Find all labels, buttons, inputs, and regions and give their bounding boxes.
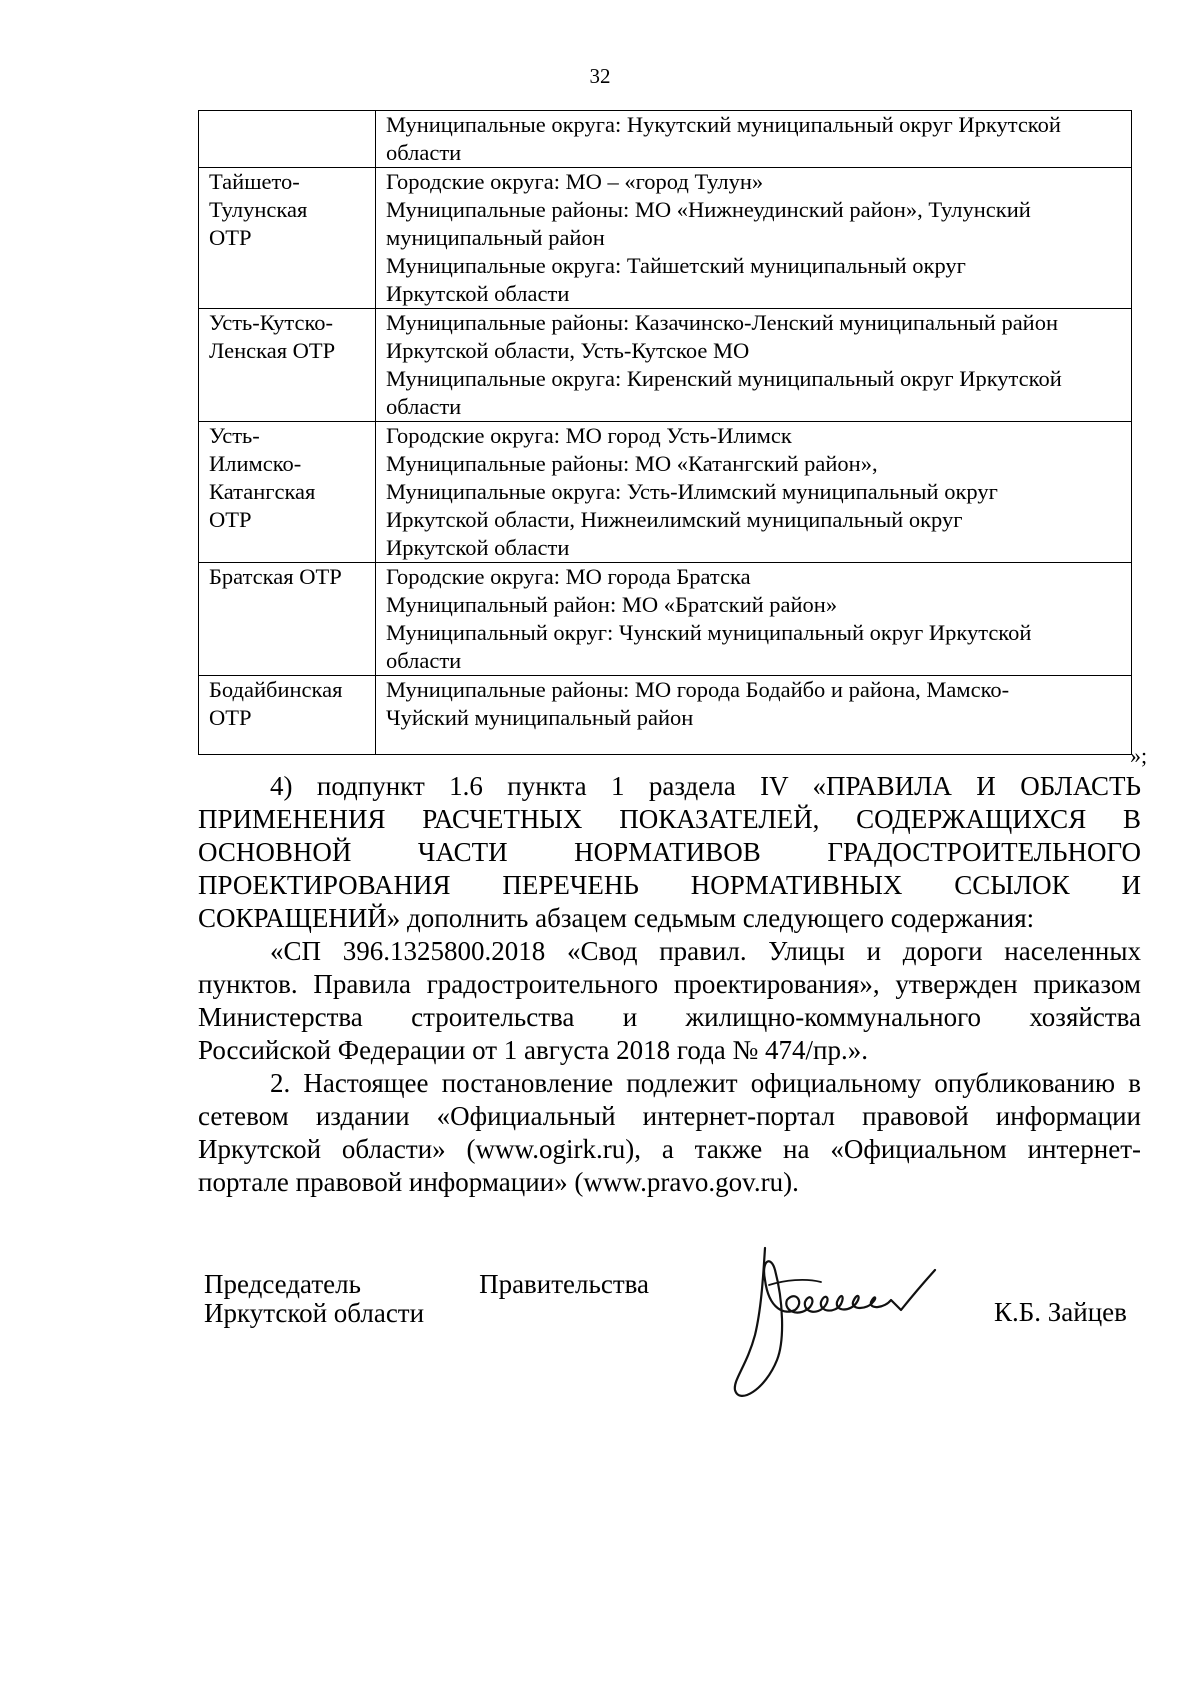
- otr-table: [198, 110, 1132, 755]
- otr-name-line: Братская ОТР: [209, 564, 342, 589]
- otr-name-line: Тайшето-: [209, 169, 300, 194]
- otr-content-line: Иркутской области: [386, 535, 570, 560]
- page-number: 32: [589, 64, 611, 88]
- position-word-1: Председатель: [204, 1269, 361, 1299]
- table-row: [199, 563, 1132, 676]
- otr-content-line: области: [386, 648, 462, 673]
- otr-name-line: Илимско-: [209, 451, 302, 476]
- otr-content-line: Городские округа: МО города Братска: [386, 564, 751, 589]
- paragraph-line: ПРОЕКТИРОВАНИЯ ПЕРЕЧЕНЬ НОРМАТИВНЫХ ССЫЛОК И: [198, 870, 1141, 900]
- otr-content-cell: [376, 111, 1132, 168]
- paragraph-line: Иркутской области» (www.ogirk.ru), а также на «Официальном интернет-: [198, 1134, 1141, 1164]
- paragraph-line: портале правовой информации» (www.pravo.gov.ru).: [198, 1167, 799, 1197]
- paragraph: [198, 770, 1141, 935]
- position-region: Иркутской области: [204, 1298, 425, 1328]
- paragraph-line: Российской Федерации от 1 августа 2018 года № 474/пр.».: [198, 1035, 868, 1065]
- table-row: [199, 676, 1132, 755]
- otr-content-line: Муниципальные округа: Усть-Илимский муниципальный округ: [386, 479, 998, 504]
- paragraph-line: Министерства строительства и жилищно-коммунального хозяйства: [198, 1002, 1141, 1032]
- position-word-2: Правительства: [479, 1269, 649, 1299]
- paragraph-line: ОСНОВНОЙ ЧАСТИ НОРМАТИВОВ ГРАДОСТРОИТЕЛЬНОГО: [198, 837, 1141, 867]
- otr-name-cell: [199, 309, 376, 422]
- otr-content-line: области: [386, 140, 462, 165]
- document-body: [198, 770, 1141, 1199]
- otr-name-cell: [199, 168, 376, 309]
- handwritten-signature: [725, 1240, 975, 1410]
- table-closing-mark: »;: [1130, 743, 1148, 768]
- otr-content-cell: [376, 168, 1132, 309]
- otr-content-cell: [376, 309, 1132, 422]
- otr-name-line: ОТР: [209, 225, 252, 250]
- otr-content-line: Муниципальные округа: Киренский муниципальный округ Иркутской: [386, 366, 1062, 391]
- paragraph-line: 4) подпункт 1.6 пункта 1 раздела IV «ПРАВИЛА И ОБЛАСТЬ: [270, 771, 1141, 801]
- otr-name-line: Бодайбинская: [209, 677, 343, 702]
- paragraph-line: «СП 396.1325800.2018 «Свод правил. Улицы и дороги населенных: [270, 936, 1141, 966]
- table-row: [199, 309, 1132, 422]
- paragraph-line: 2. Настоящее постановление подлежит официальному опубликованию в: [270, 1068, 1141, 1098]
- otr-content-line: Муниципальные районы: Казачинско-Ленский муниципальный район: [386, 310, 1059, 335]
- paragraph-line: пунктов. Правила градостроительного проектирования», утвержден приказом: [198, 969, 1141, 999]
- otr-name-line: Тулунская: [209, 197, 308, 222]
- paragraph-line: СОКРАЩЕНИЙ» дополнить абзацем седьмым следующего содержания:: [198, 903, 1035, 933]
- otr-content-line: Городские округа: МО город Усть-Илимск: [386, 423, 792, 448]
- otr-content-cell: [376, 563, 1132, 676]
- otr-content-line: Муниципальный район: МО «Братский район»: [386, 592, 838, 617]
- otr-name-cell: [199, 111, 376, 168]
- paragraph: [198, 1067, 1141, 1199]
- otr-name-line: Усть-Кутско-: [209, 310, 333, 335]
- otr-name-line: Ленская ОТР: [209, 338, 336, 363]
- otr-content-line: Муниципальные округа: Тайшетский муниципальный округ: [386, 253, 966, 278]
- otr-content-line: Муниципальные районы: МО «Катангский район»,: [386, 451, 878, 476]
- table-row: [199, 168, 1132, 309]
- table-row: [199, 111, 1132, 168]
- otr-name-cell: [199, 563, 376, 676]
- otr-content-line: Иркутской области: [386, 281, 570, 306]
- otr-name-line: ОТР: [209, 507, 252, 532]
- otr-content-line: области: [386, 394, 462, 419]
- paragraph-line: ПРИМЕНЕНИЯ РАСЧЕТНЫХ ПОКАЗАТЕЛЕЙ, СОДЕРЖАЩИХСЯ В: [198, 804, 1141, 834]
- otr-content-line: Иркутской области, Усть-Кутское МО: [386, 338, 750, 363]
- otr-content-line: Иркутской области, Нижнеилимский муниципальный округ: [386, 507, 963, 532]
- otr-name-line: Усть-: [209, 423, 260, 448]
- paragraph: [198, 935, 1141, 1067]
- otr-name-line: Катангская: [209, 479, 316, 504]
- otr-content-line: муниципальный район: [386, 225, 605, 250]
- signatory-position: [204, 1270, 649, 1328]
- otr-content-cell: [376, 422, 1132, 563]
- otr-table-body: [199, 111, 1132, 755]
- signatory-name: К.Б. Зайцев: [994, 1297, 1127, 1327]
- otr-content-line: Муниципальные районы: МО «Нижнеудинский район», Тулунский: [386, 197, 1031, 222]
- otr-content-line: Муниципальный округ: Чунский муниципальный округ Иркутской: [386, 620, 1032, 645]
- otr-name-cell: [199, 676, 376, 755]
- otr-content-line: Городские округа: МО – «город Тулун»: [386, 169, 764, 194]
- otr-name-cell: [199, 422, 376, 563]
- table-row: [199, 422, 1132, 563]
- otr-content-line: Муниципальные округа: Нукутский муниципальный округ Иркутской: [386, 112, 1061, 137]
- paragraph-line: сетевом издании «Официальный интернет-портал правовой информации: [198, 1101, 1141, 1131]
- otr-name-line: [209, 111, 369, 139]
- otr-content-cell: [376, 676, 1132, 755]
- otr-content-line: Муниципальные районы: МО города Бодайбо и района, Мамско-: [386, 677, 1010, 702]
- otr-content-line: Чуйский муниципальный район: [386, 705, 694, 730]
- otr-name-line: ОТР: [209, 705, 252, 730]
